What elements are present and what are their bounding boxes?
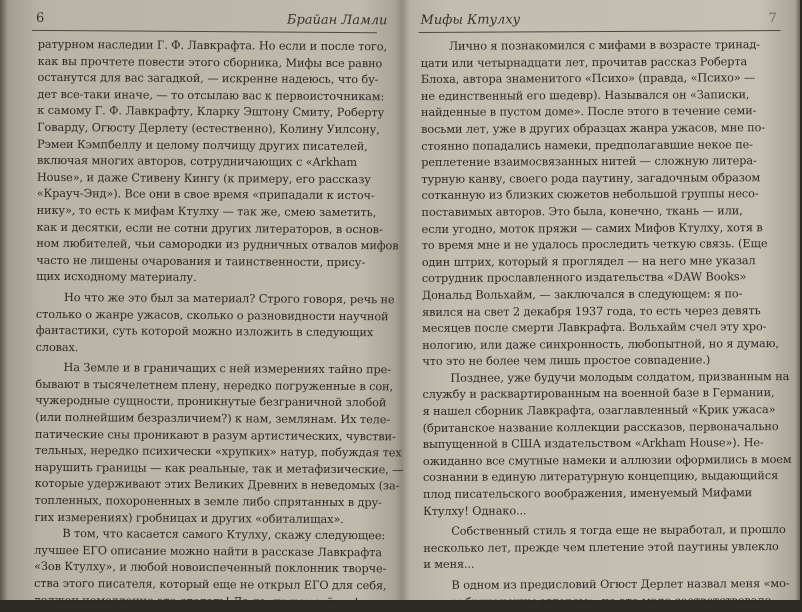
text-line: найденные в пустом доме». После этого в течение семи- (420, 104, 757, 120)
text-line: сознании в единую литературную концепцию, выдающийся (422, 469, 779, 485)
text-line: (или полнейшим безразличием?) к нам, землянам. Их теле- (35, 410, 391, 427)
text-line: лучшее ЕГО описание можно найти в рассказе Лавкрафта (34, 543, 382, 560)
text-line: месяцев после смерти Лавкрафта. Вольхайм счел эту хро- (422, 320, 767, 336)
text-line: ном любителей, чьи самородки из рудничных отвалов мифов (36, 236, 399, 253)
text-line: которые удерживают этих Великих Древних в неведомых (за- (34, 477, 400, 493)
text-line: восьми лет, уже в других образцах жанра ужасов, мне по- (421, 121, 766, 136)
text-line: турную канву, своего рода паутину, загадочным образом (421, 170, 761, 186)
text-line: нарушить границы — как реальные, так и метафизические, — (34, 460, 404, 477)
text-line: к самому Г. Ф. Лавкрафту, Кларку Эштону Смиту, Роберту (37, 104, 385, 120)
text-line: столько о жанре ужасов, сколько о разновидности научной (35, 307, 389, 323)
text-line: нику», то есть к мифам Ктулху — так же, смею заметить, (36, 203, 377, 220)
text-line: House», и даже Стивену Кингу (к примеру, его рассказу (36, 170, 371, 186)
text-line: сотканную из близких сюжетов небольшой группы несо- (421, 187, 759, 203)
text-line: плод писательского воображения, именуемый Мифами (422, 486, 753, 501)
text-line: В том, что касается самого Ктулху, скажу следующее: (62, 527, 386, 543)
text-line: Рэмеи Кэмпбеллу и целому полчищу других писателей, (37, 137, 368, 153)
text-line: Дональд Вольхайм, — заключался в следующем: я по- (421, 287, 743, 302)
text-line: нологию, или даже синхронность, любопытной, но я думаю, (422, 336, 779, 352)
text-line: если угодно, моток пряжи — самих Мифов Ктулху, хотя в (421, 220, 763, 236)
text-line: останутся для вас загадкой, — искренне надеюсь, что бу- (37, 71, 379, 87)
body-text (33, 37, 404, 612)
text-line: чужеродные сущности, проникнутые безграничной злобой (35, 394, 387, 410)
text-line: Говарду, Огюсту Дерлету (естественно), Колину Уилсону, (37, 120, 380, 137)
header-rule (419, 30, 781, 33)
body-text (420, 37, 792, 611)
text-line: Лично я познакомился с мифами в возрасте тринад- (448, 38, 760, 53)
text-line: На Земле и в граничащих с ней измерениях тайно пре- (63, 361, 391, 377)
text-line: часто не лишены очарования и таинственности, прису- (36, 253, 366, 269)
text-line: явился на свет 2 декабря 1937 года, то есть через девять (422, 303, 761, 319)
text-line: патические сны проникают в разум артистических, чувстви- (35, 427, 396, 444)
text-line: фантастики, суть которой можно изложить в следующих (35, 323, 374, 340)
text-line: тельных, нередко психически «хрупких» натур, побуждая тех (34, 444, 402, 460)
text-line: бывают в тысячелетнем плену, нередко погруженные в сон, (35, 377, 394, 394)
text-line: как вы прочтете повести этого сборника, Мифы все равно (37, 54, 383, 70)
text-line: то время мне и не удалось проследить четкую связь. (Еще (421, 237, 768, 253)
text-line: дет все-таки иначе, — то отсылаю вас к первоисточникам: (37, 87, 385, 104)
text-line: включая многих авторов, сотрудничающих с «Arkham (36, 154, 358, 170)
running-head: Брайан Ламли (286, 12, 388, 29)
text-line: сотрудник прославленного издательства «DAW Books» (421, 270, 747, 286)
page-number: 7 (768, 11, 777, 27)
text-line: что это не более чем лишь простое совпадение.) (422, 353, 711, 369)
text-line: «Крауч-Энд»). Все они в свое время «припадали к источ- (36, 187, 375, 203)
text-line: один штрих, который я проглядел — на него мне указал (421, 253, 756, 269)
page-number: 6 (35, 10, 45, 26)
text-line: не единственный его шедевр). Назывался он «Записки, (420, 88, 750, 103)
text-line: Блоха, автора знаменитого «Психо» (правда, «Психо» — (420, 71, 756, 87)
text-line: несколько лет, прежде чем плетение этой паутины увлекло (423, 539, 779, 555)
text-line: щих исходному материалу. (36, 270, 197, 285)
text-line: должен немедленно это сделать! Да-да, прямо сейчас! (33, 593, 359, 609)
running-head: Мифы Ктулху (420, 12, 521, 28)
text-line: реплетение взаимосвязанных нитей — сложную литера- (421, 154, 757, 170)
text-line: стоянно попадались намеки, предполагавшие некое пе- (421, 137, 754, 153)
text-line: Позднее, уже будучи молодым солдатом, призванным на (450, 369, 790, 385)
text-line: «Зов Ктулху», и любой новоиспеченный поклонник творче- (34, 560, 387, 576)
text-line: Но что же это был за материал? Строго говоря, речь не (63, 290, 395, 307)
text-line: гих измерениях) гробницах и других «обиталищах». (34, 510, 344, 526)
text-line: В одном из предисловий Огюст Дерлет назвал меня «мо- (451, 577, 790, 592)
text-line: цати или четырнадцати лет, прочитав рассказ Роберта (420, 54, 748, 70)
text-line: Ктулху! Однако... (423, 504, 527, 518)
header-rule (32, 30, 377, 33)
text-line: ожиданно все смутные намеки и аллюзии оформились в моем (422, 452, 792, 468)
text-line: и меня... (423, 558, 475, 572)
text-line: Собственный стиль я тогда еще не выработал, и прошло (451, 523, 786, 539)
text-line: ства этого писателя, который еще не открыл ЕГО для себя, (33, 576, 387, 593)
text-line: службу и расквартированным на военной базе в Германии, (422, 386, 775, 402)
right-page (400, 0, 801, 609)
text-line: ратурном наследии Г. Ф. Лавкрафта. Но если и после того, (37, 37, 388, 54)
text-line: поставимых авторов. Это была, конечно, ткань — или, (421, 204, 743, 219)
text-line: лодым британским автором», но это мало соответствовало (423, 593, 772, 609)
text-line: выпущенной в США издательством «Arkham House»). Не- (422, 436, 764, 452)
text-line: (британское название коллекции рассказов, первоначально (422, 419, 779, 435)
text-line: топленных, похороненных в земле либо спрятанных в дру- (34, 493, 382, 510)
text-line: как и десятки, если не сотни других литераторов, в основ- (36, 220, 383, 236)
text-line: я нашел сборник Лавкрафта, озаглавленный «Крик ужаса» (422, 403, 776, 419)
text-line: словах. (35, 340, 79, 354)
